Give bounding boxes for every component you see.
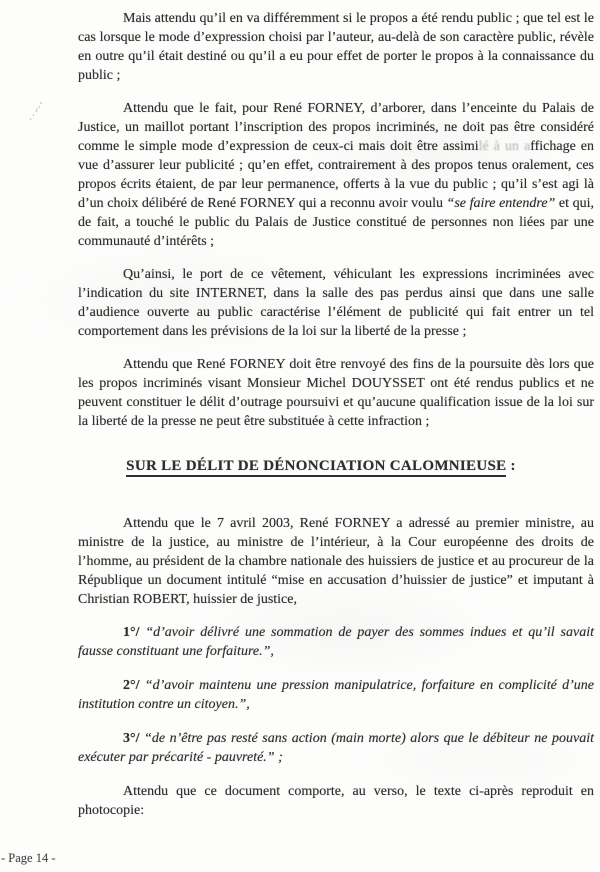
quoted-phrase: “se faire entendre”: [446, 196, 556, 211]
pencil-squiggle-icon: [26, 100, 48, 124]
list-item-1: [78, 623, 594, 661]
item-quote: “de n’être pas resté sans action (main morte) alors que le débiteur ne pouvait exécuter par précarité - pauvreté.” ;: [78, 731, 594, 765]
paragraph-propos-rendu-public: Mais attendu qu’il en va différemment si le propos a été rendu public ; que tel est le cas lorsque le mode d’expression choisi par l’auteur, au-delà de son caractère public, révèle en outre qu’il était destiné ou qu’il a eu pour effet de porter le propos à la connaissance du public ;: [78, 11, 594, 83]
document-body: [78, 9, 594, 834]
pencil-mark: [26, 100, 48, 129]
paragraph-port-vetement: Qu’ainsi, le port de ce vêtement, véhiculant les expressions incriminées avec l’indication du site INTERNET, dans la salle des pas perdus ainsi que dans une salle d’audience ouverte au public caractérise l’élément de publicité qui fait entrer un tel comportement dans les prévisions de la loi sur la liberté de la presse ;: [78, 267, 594, 339]
item-quote: “d’avoir délivré une sommation de payer des sommes indues et qu’il savait fausse constituant une forfaiture.”,: [78, 625, 594, 659]
item-number: 2°/: [123, 678, 140, 693]
list-item-3: [78, 729, 594, 767]
paragraph-renvoye-des-fins: Attendu que René FORNEY doit être renvoyé des fins de la poursuite dès lors que les propos incriminés visant Monsieur Michel DOUYSSET ont été rendus publics et ne peuvent constituer le délit d’outrage poursuivi et qu’aucune qualification issue de la loi sur la liberté de la presse ne peut être substituée à cette infraction ;: [78, 357, 594, 429]
page-number-footer: - Page 14 -: [1, 851, 56, 865]
paragraph-text: ffichage en vue d’assurer leur publicité ; qu’en effet, contrairement à des propos tenus oralement, ces propos écrits étaient, de par leur permanence, offerts à la vue du public ; qu’il s’est agi là d’un choix délibéré de René FORNEY qui a reconnu avoir voulu: [78, 139, 595, 211]
item-quote: “d’avoir maintenu une pression manipulatrice, forfaiture en complicité d’une institution contre un citoyen.”,: [78, 678, 594, 712]
heading-colon: :: [506, 458, 516, 474]
heading-text: SUR LE DÉLIT DE DÉNONCIATION CALOMNIEUSE: [126, 458, 506, 477]
list-item-2: [78, 676, 594, 714]
section-heading-denonciation-calomnieuse: [78, 457, 564, 476]
item-number: 3°/: [123, 731, 140, 746]
paragraph-document-verso: Attendu que ce document comporte, au verso, le texte ci-après reproduit en photocopie:: [78, 784, 594, 818]
paragraph-7-avril-2003: Attendu que le 7 avril 2003, René FORNEY a adressé au premier ministre, au ministre de la justice, au ministre de l’intérieur, à la Cour européenne des droits de l’homme, au président de la chambre nationale des huissiers de justice et au procureur de la République un document intitulé “mise en accusation d’huissier de justice” et imputant à Christian ROBERT, huissier de justice,: [78, 516, 594, 607]
paragraph-text: et qui, de fait, a touché le public du Palais de Justice constitué de personnes non liées par une communauté d’intérêts ;: [78, 196, 594, 249]
item-number: 1°/: [123, 625, 140, 640]
paragraph-text: Attendu que le fait, pour René FORNEY, d’arborer, dans l’enceinte du Palais de Justice, un maillot portant l’inscription des propos incriminés, ne doit pas être considéré comme le simple mode d’expression de ceux-ci mais doit être assimi: [78, 101, 594, 154]
paragraph-maillot-palais-justice: [78, 99, 594, 251]
faded-scan-text: lé à un a: [478, 139, 531, 154]
